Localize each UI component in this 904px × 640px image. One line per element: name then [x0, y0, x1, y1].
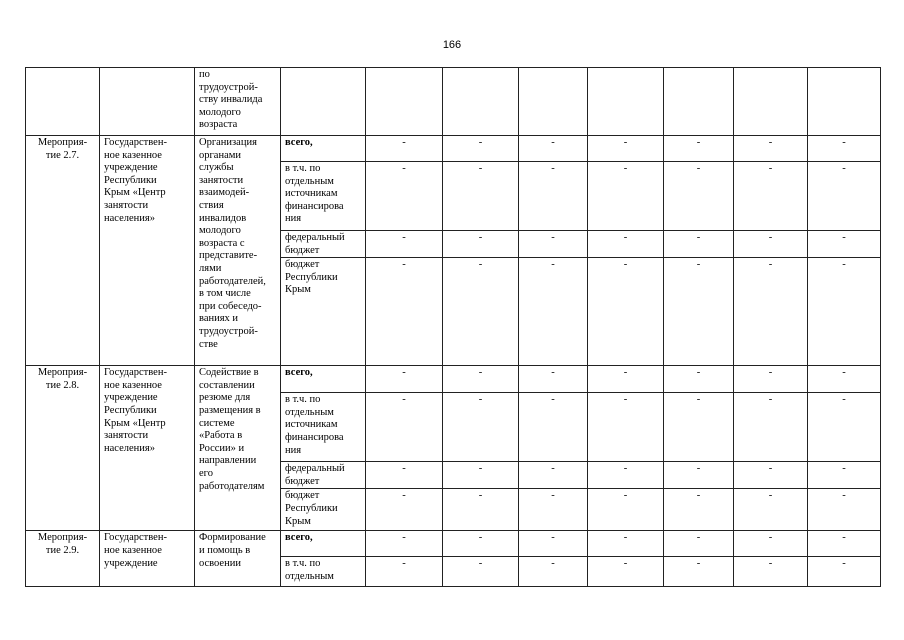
funding-source-cell	[281, 136, 366, 162]
value-cell	[588, 68, 664, 136]
description-cell	[195, 366, 281, 531]
value-cell: -	[664, 462, 734, 489]
table-row	[26, 136, 881, 162]
value-cell: -	[808, 162, 881, 231]
value-cell: -	[588, 162, 664, 231]
funding-source-label: всего,	[285, 367, 313, 379]
budget-table	[25, 67, 881, 587]
description-cell	[195, 531, 281, 587]
value-cell: -	[808, 531, 881, 557]
value-cell	[366, 68, 443, 136]
value-cell	[808, 68, 881, 136]
value-cell: -	[443, 393, 519, 462]
value-cell: -	[734, 258, 808, 366]
value-cell: -	[664, 393, 734, 462]
executor-cell	[100, 531, 195, 587]
value-cell: -	[588, 393, 664, 462]
value-cell: -	[664, 136, 734, 162]
funding-source-cell	[281, 68, 366, 136]
value-cell	[664, 68, 734, 136]
value-cell: -	[808, 258, 881, 366]
value-cell: -	[734, 366, 808, 393]
funding-source-label: в т.ч. по отдельным источникам финансирова ния	[285, 163, 344, 225]
value-cell: -	[588, 489, 664, 531]
value-cell: -	[664, 489, 734, 531]
value-cell: -	[519, 366, 588, 393]
value-cell: -	[664, 531, 734, 557]
executor-cell	[100, 68, 195, 136]
value-cell: -	[588, 366, 664, 393]
value-cell	[734, 68, 808, 136]
funding-source-cell	[281, 489, 366, 531]
value-cell: -	[366, 489, 443, 531]
value-cell: -	[808, 557, 881, 587]
value-cell: -	[588, 462, 664, 489]
funding-source-label: бюджет Республики Крым	[285, 490, 338, 527]
description-cell-text: Формирование и помощь в освоении	[199, 532, 266, 569]
value-cell: -	[366, 366, 443, 393]
funding-source-cell	[281, 258, 366, 366]
value-cell: -	[734, 462, 808, 489]
value-cell: -	[734, 162, 808, 231]
value-cell: -	[443, 531, 519, 557]
funding-source-label: всего,	[285, 137, 313, 148]
value-cell: -	[588, 136, 664, 162]
funding-source-cell	[281, 462, 366, 489]
value-cell: -	[519, 531, 588, 557]
description-cell-text: Организация органами службы занятости взаимодей- ствия инвалидов молодого возраста с представите- лями работодателей, в том числе при собеседо- ваниях и трудоустрой- стве	[199, 137, 266, 350]
measure-cell-text: Мероприя- тие 2.8.	[37, 367, 88, 391]
value-cell: -	[443, 136, 519, 162]
value-cell: -	[443, 162, 519, 231]
value-cell: -	[664, 366, 734, 393]
value-cell: -	[734, 489, 808, 531]
value-cell: -	[588, 258, 664, 366]
value-cell: -	[366, 136, 443, 162]
measure-cell	[26, 136, 100, 366]
description-cell	[195, 68, 281, 136]
description-cell	[195, 136, 281, 366]
measure-cell-text: Мероприя- тие 2.9.	[37, 532, 88, 556]
funding-source-label: всего,	[285, 532, 313, 544]
executor-cell	[100, 366, 195, 531]
value-cell: -	[808, 136, 881, 162]
value-cell	[443, 68, 519, 136]
value-cell: -	[588, 231, 664, 258]
value-cell: -	[808, 489, 881, 531]
value-cell: -	[366, 162, 443, 231]
value-cell: -	[588, 531, 664, 557]
funding-source-cell	[281, 231, 366, 258]
funding-source-label: федеральный бюджет	[285, 463, 345, 487]
measure-cell	[26, 366, 100, 531]
measure-cell	[26, 531, 100, 587]
value-cell: -	[443, 366, 519, 393]
value-cell: -	[519, 231, 588, 258]
funding-source-label: бюджет Республики Крым	[285, 259, 338, 296]
value-cell: -	[443, 557, 519, 587]
value-cell: -	[443, 231, 519, 258]
value-cell: -	[808, 231, 881, 258]
executor-cell-text: Государствен- ное казенное учреждение Республики Крым «Центр занятости населения»	[104, 367, 167, 454]
value-cell: -	[664, 258, 734, 366]
value-cell: -	[443, 462, 519, 489]
executor-cell-text: Государствен- ное казенное учреждение	[104, 532, 167, 569]
description-cell-text: Содействие в составлении резюме для размещения в системе «Работа в России» и направлении его работодателям	[199, 367, 265, 492]
value-cell	[519, 68, 588, 136]
funding-source-cell	[281, 366, 366, 393]
measure-cell-text: Мероприя- тие 2.7.	[37, 137, 88, 161]
funding-source-cell	[281, 162, 366, 231]
value-cell: -	[443, 489, 519, 531]
value-cell: -	[734, 557, 808, 587]
value-cell: -	[664, 557, 734, 587]
table-row	[26, 68, 881, 136]
value-cell: -	[664, 231, 734, 258]
funding-source-cell	[281, 557, 366, 587]
executor-cell	[100, 136, 195, 366]
funding-source-label: в т.ч. по отдельным	[285, 558, 334, 582]
value-cell: -	[519, 393, 588, 462]
funding-source-cell	[281, 393, 366, 462]
table-row	[26, 366, 881, 393]
value-cell: -	[734, 136, 808, 162]
page-number: 166	[442, 39, 462, 51]
value-cell: -	[519, 136, 588, 162]
funding-source-label: в т.ч. по отдельным источникам финансирова ния	[285, 394, 344, 456]
executor-cell-text: Государствен- ное казенное учреждение Республики Крым «Центр занятости населения»	[104, 137, 167, 224]
value-cell: -	[808, 366, 881, 393]
value-cell: -	[519, 462, 588, 489]
value-cell: -	[808, 462, 881, 489]
funding-source-cell	[281, 531, 366, 557]
value-cell: -	[808, 393, 881, 462]
value-cell: -	[366, 531, 443, 557]
value-cell: -	[366, 557, 443, 587]
value-cell: -	[519, 258, 588, 366]
value-cell: -	[366, 462, 443, 489]
value-cell: -	[366, 231, 443, 258]
value-cell: -	[443, 258, 519, 366]
value-cell: -	[366, 393, 443, 462]
value-cell: -	[588, 557, 664, 587]
value-cell: -	[734, 531, 808, 557]
value-cell: -	[519, 162, 588, 231]
funding-source-label: федеральный бюджет	[285, 232, 345, 256]
value-cell: -	[664, 162, 734, 231]
value-cell: -	[366, 258, 443, 366]
value-cell: -	[734, 393, 808, 462]
table-row	[26, 531, 881, 557]
description-cell-text: по трудоустрой- ству инвалида молодого возраста	[199, 69, 263, 131]
value-cell: -	[519, 489, 588, 531]
measure-cell	[26, 68, 100, 136]
value-cell: -	[734, 231, 808, 258]
value-cell: -	[519, 557, 588, 587]
